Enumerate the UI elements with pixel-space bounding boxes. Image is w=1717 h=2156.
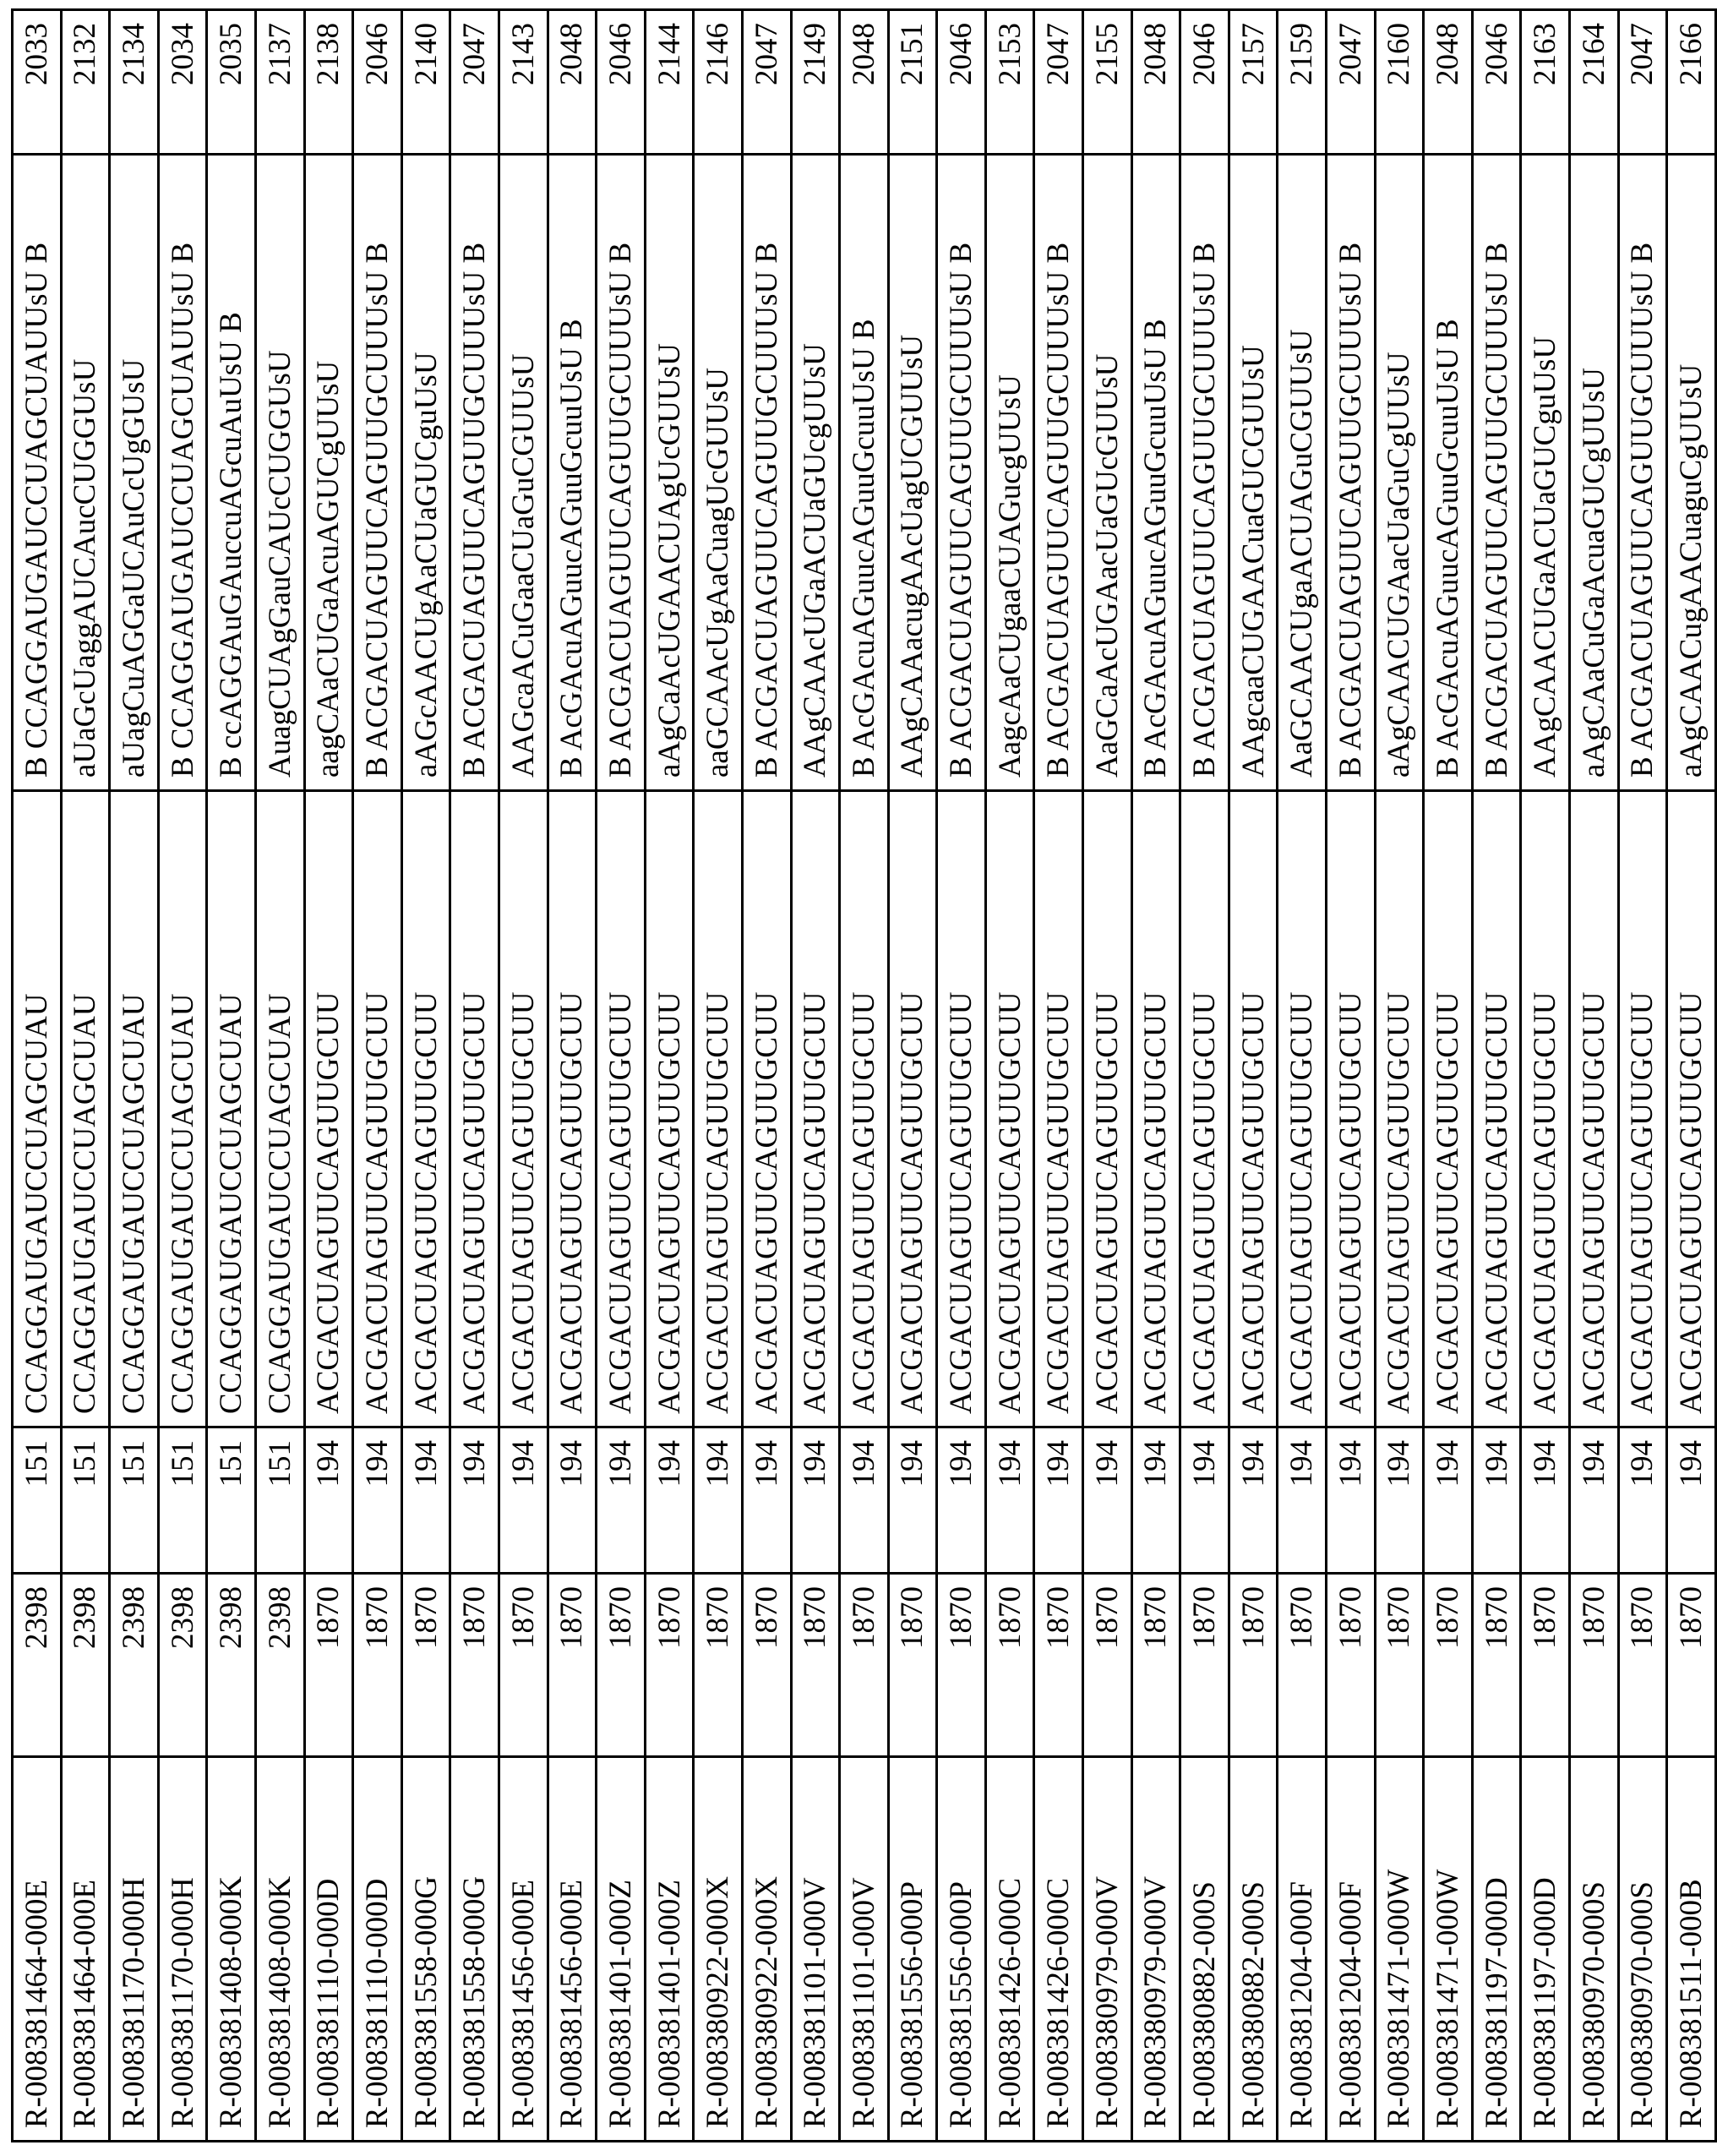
position-cell: 1870 xyxy=(1083,1574,1132,1757)
modified-seq-id-cell: 2048 xyxy=(1424,10,1473,155)
position-cell: 1870 xyxy=(1424,1574,1473,1757)
modified-sequence-cell: aagCAaCUGaAcuAGUCgUUsU xyxy=(304,155,353,791)
modified-sequence-cell: AAgCAACUGaACUaGUCguUsU xyxy=(1521,155,1570,791)
modified-seq-id-cell: 2047 xyxy=(1327,10,1376,155)
position-cell: 1870 xyxy=(548,1574,597,1757)
modified-seq-id-cell: 2155 xyxy=(1083,10,1132,155)
modified-seq-id-cell: 2140 xyxy=(401,10,450,155)
modified-seq-id-cell: 2149 xyxy=(791,10,840,155)
modified-sequence-cell: AuagCUAgGauCAUcCUGGUsU xyxy=(255,155,304,791)
modified-sequence-cell: B ACGACUAGUUCAGUUGCUUUsU B xyxy=(353,155,402,791)
position-cell: 2398 xyxy=(158,1574,207,1757)
sense-sequence-cell: ACGACUAGUUCAGUUGCUU xyxy=(840,791,889,1427)
position-cell: 1870 xyxy=(499,1574,548,1757)
modified-seq-id-cell: 2046 xyxy=(1472,10,1521,155)
modified-seq-id-cell: 2046 xyxy=(353,10,402,155)
position-cell: 1870 xyxy=(1278,1574,1327,1757)
modified-seq-id-cell: 2144 xyxy=(645,10,694,155)
duplex-id-cell: R-008381204-000F xyxy=(1327,1757,1376,2142)
table-row xyxy=(985,10,1034,2142)
duplex-id-cell: R-008381464-000E xyxy=(13,1757,62,2142)
modified-seq-id-cell: 2166 xyxy=(1667,10,1716,155)
table-row xyxy=(1521,10,1570,2142)
seq-id-cell: 194 xyxy=(985,1427,1034,1574)
duplex-id-cell: R-008380882-000S xyxy=(1180,1757,1229,2142)
table-row xyxy=(353,10,402,2142)
duplex-id-cell: R-008381110-000D xyxy=(304,1757,353,2142)
position-cell: 1870 xyxy=(353,1574,402,1757)
modified-sequence-cell: aAgCAACUGAacUaGuCgUUsU xyxy=(1375,155,1424,791)
sense-sequence-cell: ACGACUAGUUCAGUUGCUU xyxy=(1034,791,1083,1427)
sense-sequence-cell: ACGACUAGUUCAGUUGCUU xyxy=(401,791,450,1427)
modified-sequence-cell: B ccAGGAuGAuccuAGcuAuUsU B xyxy=(207,155,256,791)
sense-sequence-cell: ACGACUAGUUCAGUUGCUU xyxy=(548,791,597,1427)
modified-sequence-cell: AAGcaACuGaaCUaGuCGUUsU xyxy=(499,155,548,791)
position-cell: 1870 xyxy=(1375,1574,1424,1757)
modified-seq-id-cell: 2164 xyxy=(1570,10,1619,155)
seq-id-cell: 194 xyxy=(742,1427,791,1574)
seq-id-cell: 194 xyxy=(353,1427,402,1574)
table-row xyxy=(1472,10,1521,2142)
modified-sequence-cell: aAgCaAcUGAACUAgUcGUUsU xyxy=(645,155,694,791)
duplex-id-cell: R-008381456-000E xyxy=(499,1757,548,2142)
table-row xyxy=(840,10,889,2142)
modified-sequence-cell: AaGCaAcUGAacUaGUcGUUsU xyxy=(1083,155,1132,791)
sense-sequence-cell: ACGACUAGUUCAGUUGCUU xyxy=(499,791,548,1427)
modified-sequence-cell: aaGCAAcUgAaCuagUcGUUsU xyxy=(694,155,743,791)
table-row xyxy=(158,10,207,2142)
modified-seq-id-cell: 2046 xyxy=(597,10,646,155)
seq-id-cell: 194 xyxy=(645,1427,694,1574)
modified-sequence-cell: B AcGAcuAGuucAGuuGcuuUsU B xyxy=(1131,155,1180,791)
seq-id-cell: 151 xyxy=(207,1427,256,1574)
modified-seq-id-cell: 2047 xyxy=(1034,10,1083,155)
duplex-id-cell: R-008381170-000H xyxy=(110,1757,159,2142)
modified-sequence-cell: B CCAGGAUGAUCCUAGCUAUUsU B xyxy=(158,155,207,791)
seq-id-cell: 194 xyxy=(548,1427,597,1574)
duplex-id-cell: R-008381426-000C xyxy=(985,1757,1034,2142)
duplex-id-cell: R-008381401-000Z xyxy=(645,1757,694,2142)
modified-sequence-cell: B ACGACUAGUUCAGUUGCUUUsU B xyxy=(1472,155,1521,791)
sequence-table-body xyxy=(13,10,1716,2142)
sense-sequence-cell: ACGACUAGUUCAGUUGCUU xyxy=(985,791,1034,1427)
table-row xyxy=(742,10,791,2142)
table-row xyxy=(13,10,62,2142)
modified-seq-id-cell: 2151 xyxy=(888,10,937,155)
table-row xyxy=(791,10,840,2142)
sense-sequence-cell: ACGACUAGUUCAGUUGCUU xyxy=(791,791,840,1427)
table-row xyxy=(597,10,646,2142)
modified-sequence-cell: B AcGAcuAGuucAGuuGcuuUsU B xyxy=(1424,155,1473,791)
seq-id-cell: 151 xyxy=(61,1427,110,1574)
duplex-id-cell: R-008381170-000H xyxy=(158,1757,207,2142)
position-cell: 1870 xyxy=(985,1574,1034,1757)
sense-sequence-cell: ACGACUAGUUCAGUUGCUU xyxy=(937,791,986,1427)
modified-sequence-cell: aAgCAaCuGaAcuaGUCgUUsU xyxy=(1570,155,1619,791)
position-cell: 1870 xyxy=(597,1574,646,1757)
position-cell: 2398 xyxy=(13,1574,62,1757)
position-cell: 2398 xyxy=(110,1574,159,1757)
sense-sequence-cell: ACGACUAGUUCAGUUGCUU xyxy=(450,791,499,1427)
duplex-id-cell: R-008381558-000G xyxy=(450,1757,499,2142)
duplex-id-cell: R-008380979-000V xyxy=(1083,1757,1132,2142)
seq-id-cell: 194 xyxy=(401,1427,450,1574)
duplex-id-cell: R-008381197-000D xyxy=(1521,1757,1570,2142)
table-row xyxy=(1667,10,1716,2142)
modified-sequence-cell: AagcAaCUgaaCUAGucgUUsU xyxy=(985,155,1034,791)
seq-id-cell: 194 xyxy=(1424,1427,1473,1574)
modified-seq-id-cell: 2157 xyxy=(1229,10,1278,155)
seq-id-cell: 194 xyxy=(1034,1427,1083,1574)
table-row xyxy=(1424,10,1473,2142)
modified-seq-id-cell: 2048 xyxy=(840,10,889,155)
table-row xyxy=(1327,10,1376,2142)
sense-sequence-cell: ACGACUAGUUCAGUUGCUU xyxy=(1570,791,1619,1427)
modified-seq-id-cell: 2163 xyxy=(1521,10,1570,155)
seq-id-cell: 194 xyxy=(1375,1427,1424,1574)
duplex-id-cell: R-008381556-000P xyxy=(888,1757,937,2142)
modified-sequence-cell: B ACGACUAGUUCAGUUGCUUUsU B xyxy=(1180,155,1229,791)
modified-sequence-cell: AAgCAAacugAAcUagUCGUUsU xyxy=(888,155,937,791)
modified-seq-id-cell: 2153 xyxy=(985,10,1034,155)
duplex-id-cell: R-008380882-000S xyxy=(1229,1757,1278,2142)
position-cell: 1870 xyxy=(840,1574,889,1757)
duplex-id-cell: R-008381408-000K xyxy=(255,1757,304,2142)
position-cell: 2398 xyxy=(255,1574,304,1757)
table-row xyxy=(255,10,304,2142)
table-row xyxy=(401,10,450,2142)
seq-id-cell: 194 xyxy=(1472,1427,1521,1574)
modified-seq-id-cell: 2134 xyxy=(110,10,159,155)
position-cell: 1870 xyxy=(1180,1574,1229,1757)
modified-sequence-cell: B ACGACUAGUUCAGUUGCUUUsU B xyxy=(1327,155,1376,791)
duplex-id-cell: R-008381101-000V xyxy=(791,1757,840,2142)
sense-sequence-cell: CCAGGAUGAUCCUAGCUAU xyxy=(255,791,304,1427)
modified-seq-id-cell: 2143 xyxy=(499,10,548,155)
duplex-id-cell: R-008380922-000X xyxy=(742,1757,791,2142)
sense-sequence-cell: ACGACUAGUUCAGUUGCUU xyxy=(1083,791,1132,1427)
duplex-id-cell: R-008381511-000B xyxy=(1667,1757,1716,2142)
duplex-id-cell: R-008381471-000W xyxy=(1375,1757,1424,2142)
seq-id-cell: 194 xyxy=(304,1427,353,1574)
seq-id-cell: 151 xyxy=(158,1427,207,1574)
modified-sequence-cell: B ACGACUAGUUCAGUUGCUUUsU B xyxy=(1618,155,1667,791)
modified-sequence-cell: AAgcaaCUGAACuaGUCGUUsU xyxy=(1229,155,1278,791)
seq-id-cell: 194 xyxy=(1131,1427,1180,1574)
table-row xyxy=(207,10,256,2142)
position-cell: 1870 xyxy=(742,1574,791,1757)
seq-id-cell: 194 xyxy=(499,1427,548,1574)
table-row xyxy=(499,10,548,2142)
seq-id-cell: 194 xyxy=(1570,1427,1619,1574)
seq-id-cell: 194 xyxy=(888,1427,937,1574)
table-row xyxy=(1278,10,1327,2142)
modified-sequence-cell: B ACGACUAGUUCAGUUGCUUUsU B xyxy=(937,155,986,791)
seq-id-cell: 194 xyxy=(791,1427,840,1574)
table-row xyxy=(304,10,353,2142)
seq-id-cell: 194 xyxy=(1083,1427,1132,1574)
seq-id-cell: 151 xyxy=(255,1427,304,1574)
duplex-id-cell: R-008380970-000S xyxy=(1618,1757,1667,2142)
table-row xyxy=(888,10,937,2142)
position-cell: 2398 xyxy=(207,1574,256,1757)
sense-sequence-cell: ACGACUAGUUCAGUUGCUU xyxy=(1521,791,1570,1427)
seq-id-cell: 194 xyxy=(450,1427,499,1574)
modified-seq-id-cell: 2137 xyxy=(255,10,304,155)
sense-sequence-cell: CCAGGAUGAUCCUAGCUAU xyxy=(207,791,256,1427)
sense-sequence-cell: ACGACUAGUUCAGUUGCUU xyxy=(1278,791,1327,1427)
seq-id-cell: 194 xyxy=(694,1427,743,1574)
sense-sequence-cell: ACGACUAGUUCAGUUGCUU xyxy=(742,791,791,1427)
table-row xyxy=(110,10,159,2142)
sense-sequence-cell: ACGACUAGUUCAGUUGCUU xyxy=(1180,791,1229,1427)
modified-seq-id-cell: 2047 xyxy=(742,10,791,155)
rotated-table-page xyxy=(11,11,1627,2142)
seq-id-cell: 151 xyxy=(110,1427,159,1574)
duplex-id-cell: R-008380922-000X xyxy=(694,1757,743,2142)
position-cell: 2398 xyxy=(61,1574,110,1757)
sense-sequence-cell: ACGACUAGUUCAGUUGCUU xyxy=(1472,791,1521,1427)
seq-id-cell: 194 xyxy=(840,1427,889,1574)
duplex-id-cell: R-008381110-000D xyxy=(353,1757,402,2142)
duplex-id-cell: R-008381456-000E xyxy=(548,1757,597,2142)
table-row xyxy=(548,10,597,2142)
modified-seq-id-cell: 2132 xyxy=(61,10,110,155)
seq-id-cell: 194 xyxy=(597,1427,646,1574)
modified-seq-id-cell: 2146 xyxy=(694,10,743,155)
modified-seq-id-cell: 2048 xyxy=(548,10,597,155)
modified-seq-id-cell: 2034 xyxy=(158,10,207,155)
table-row xyxy=(645,10,694,2142)
sense-sequence-cell: ACGACUAGUUCAGUUGCUU xyxy=(694,791,743,1427)
position-cell: 1870 xyxy=(401,1574,450,1757)
modified-sequence-cell: aAGcAACUgAaCUaGUCguUsU xyxy=(401,155,450,791)
modified-seq-id-cell: 2046 xyxy=(1180,10,1229,155)
modified-sequence-cell: aAgCAACugAACuaguCgUUsU xyxy=(1667,155,1716,791)
duplex-id-cell: R-008381401-000Z xyxy=(597,1757,646,2142)
position-cell: 1870 xyxy=(1570,1574,1619,1757)
modified-sequence-cell: B ACGACUAGUUCAGUUGCUUUsU B xyxy=(1034,155,1083,791)
modified-sequence-cell: B ACGACUAGUUCAGUUGCUUUsU B xyxy=(450,155,499,791)
modified-sequence-cell: aUagCuAGGaUCAuCcUgGUsU xyxy=(110,155,159,791)
table-row xyxy=(1034,10,1083,2142)
duplex-id-cell: R-008381204-000F xyxy=(1278,1757,1327,2142)
sense-sequence-cell: ACGACUAGUUCAGUUGCUU xyxy=(597,791,646,1427)
position-cell: 1870 xyxy=(1667,1574,1716,1757)
modified-seq-id-cell: 2160 xyxy=(1375,10,1424,155)
modified-seq-id-cell: 2138 xyxy=(304,10,353,155)
duplex-id-cell: R-008380979-000V xyxy=(1131,1757,1180,2142)
seq-id-cell: 194 xyxy=(1667,1427,1716,1574)
table-row xyxy=(1131,10,1180,2142)
duplex-id-cell: R-008381471-000W xyxy=(1424,1757,1473,2142)
table-row xyxy=(1375,10,1424,2142)
sense-sequence-cell: ACGACUAGUUCAGUUGCUU xyxy=(888,791,937,1427)
modified-seq-id-cell: 2033 xyxy=(13,10,62,155)
duplex-id-cell: R-008380970-000S xyxy=(1570,1757,1619,2142)
sense-sequence-cell: ACGACUAGUUCAGUUGCUU xyxy=(1375,791,1424,1427)
modified-sequence-cell: AaGCAACUgaACUAGuCGUUsU xyxy=(1278,155,1327,791)
position-cell: 1870 xyxy=(791,1574,840,1757)
modified-sequence-cell: B AcGAcuAGuucAGuuGcuuUsU B xyxy=(548,155,597,791)
sequence-table xyxy=(11,8,1717,2142)
position-cell: 1870 xyxy=(1521,1574,1570,1757)
duplex-id-cell: R-008381197-000D xyxy=(1472,1757,1521,2142)
duplex-id-cell: R-008381426-000C xyxy=(1034,1757,1083,2142)
table-row xyxy=(1570,10,1619,2142)
seq-id-cell: 194 xyxy=(1521,1427,1570,1574)
duplex-id-cell: R-008381408-000K xyxy=(207,1757,256,2142)
table-row xyxy=(450,10,499,2142)
table-row xyxy=(1083,10,1132,2142)
table-row xyxy=(61,10,110,2142)
position-cell: 1870 xyxy=(694,1574,743,1757)
sense-sequence-cell: ACGACUAGUUCAGUUGCUU xyxy=(1131,791,1180,1427)
seq-id-cell: 194 xyxy=(1618,1427,1667,1574)
table-row xyxy=(694,10,743,2142)
position-cell: 1870 xyxy=(1034,1574,1083,1757)
seq-id-cell: 194 xyxy=(937,1427,986,1574)
position-cell: 1870 xyxy=(1618,1574,1667,1757)
position-cell: 1870 xyxy=(1229,1574,1278,1757)
modified-sequence-cell: B CCAGGAUGAUCCUAGCUAUUsU B xyxy=(13,155,62,791)
position-cell: 1870 xyxy=(1472,1574,1521,1757)
sense-sequence-cell: ACGACUAGUUCAGUUGCUU xyxy=(1667,791,1716,1427)
sense-sequence-cell: CCAGGAUGAUCCUAGCUAU xyxy=(61,791,110,1427)
table-row xyxy=(1229,10,1278,2142)
duplex-id-cell: R-008381101-000V xyxy=(840,1757,889,2142)
position-cell: 1870 xyxy=(888,1574,937,1757)
modified-sequence-cell: B ACGACUAGUUCAGUUGCUUUsU B xyxy=(597,155,646,791)
seq-id-cell: 194 xyxy=(1278,1427,1327,1574)
table-row xyxy=(1180,10,1229,2142)
sense-sequence-cell: CCAGGAUGAUCCUAGCUAU xyxy=(158,791,207,1427)
sense-sequence-cell: ACGACUAGUUCAGUUGCUU xyxy=(353,791,402,1427)
modified-seq-id-cell: 2046 xyxy=(937,10,986,155)
position-cell: 1870 xyxy=(1327,1574,1376,1757)
duplex-id-cell: R-008381558-000G xyxy=(401,1757,450,2142)
sense-sequence-cell: ACGACUAGUUCAGUUGCUU xyxy=(645,791,694,1427)
modified-seq-id-cell: 2159 xyxy=(1278,10,1327,155)
modified-sequence-cell: AAgCAAcUGaACUaGUcgUUsU xyxy=(791,155,840,791)
position-cell: 1870 xyxy=(450,1574,499,1757)
table-row xyxy=(1618,10,1667,2142)
sense-sequence-cell: ACGACUAGUUCAGUUGCUU xyxy=(1229,791,1278,1427)
modified-sequence-cell: B AcGAcuAGuucAGuuGcuuUsU B xyxy=(840,155,889,791)
duplex-id-cell: R-008381556-000P xyxy=(937,1757,986,2142)
modified-sequence-cell: aUaGcUaggAUCAucCUGGUsU xyxy=(61,155,110,791)
seq-id-cell: 194 xyxy=(1327,1427,1376,1574)
sense-sequence-cell: CCAGGAUGAUCCUAGCUAU xyxy=(110,791,159,1427)
table-row xyxy=(937,10,986,2142)
sense-sequence-cell: ACGACUAGUUCAGUUGCUU xyxy=(304,791,353,1427)
modified-seq-id-cell: 2047 xyxy=(1618,10,1667,155)
sense-sequence-cell: ACGACUAGUUCAGUUGCUU xyxy=(1618,791,1667,1427)
seq-id-cell: 194 xyxy=(1229,1427,1278,1574)
position-cell: 1870 xyxy=(304,1574,353,1757)
position-cell: 1870 xyxy=(1131,1574,1180,1757)
sense-sequence-cell: CCAGGAUGAUCCUAGCUAU xyxy=(13,791,62,1427)
sense-sequence-cell: ACGACUAGUUCAGUUGCUU xyxy=(1327,791,1376,1427)
position-cell: 1870 xyxy=(937,1574,986,1757)
position-cell: 1870 xyxy=(645,1574,694,1757)
modified-seq-id-cell: 2035 xyxy=(207,10,256,155)
modified-seq-id-cell: 2048 xyxy=(1131,10,1180,155)
sense-sequence-cell: ACGACUAGUUCAGUUGCUU xyxy=(1424,791,1473,1427)
seq-id-cell: 151 xyxy=(13,1427,62,1574)
duplex-id-cell: R-008381464-000E xyxy=(61,1757,110,2142)
seq-id-cell: 194 xyxy=(1180,1427,1229,1574)
modified-seq-id-cell: 2047 xyxy=(450,10,499,155)
modified-sequence-cell: B ACGACUAGUUCAGUUGCUUUsU B xyxy=(742,155,791,791)
